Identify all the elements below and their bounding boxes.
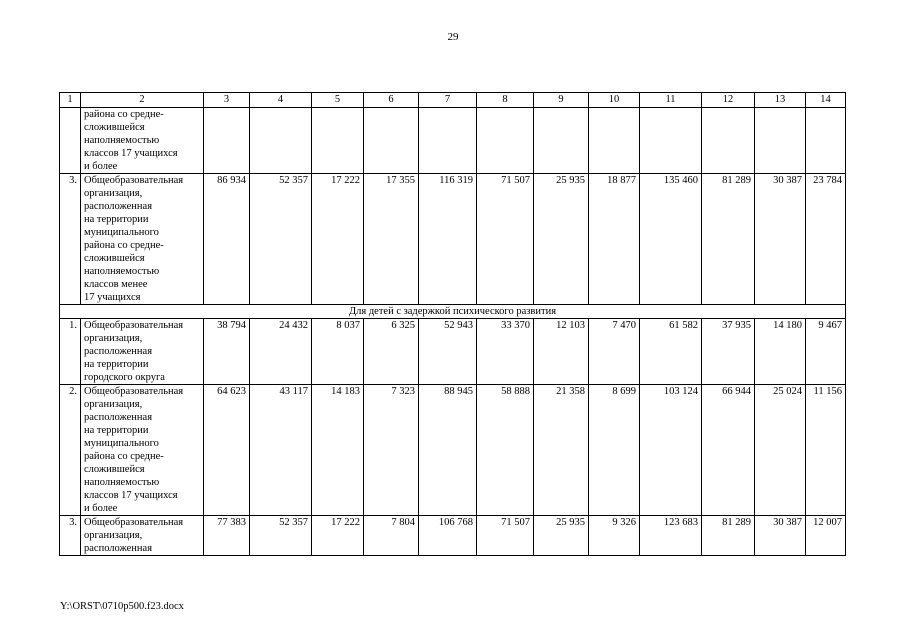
value-cell: 106 768 — [419, 516, 477, 556]
name-line: организация, — [84, 188, 143, 199]
name-line: района со средне- — [84, 451, 164, 462]
section-row — [60, 305, 846, 319]
row-index: 3. — [60, 516, 81, 556]
header-cell: 14 — [806, 93, 846, 108]
value-cell: 52 943 — [419, 319, 477, 385]
organization-name — [81, 319, 204, 385]
value-cell: 103 124 — [640, 385, 702, 516]
table-row — [60, 174, 846, 305]
table-body — [60, 93, 846, 556]
value-cell: 25 935 — [534, 516, 589, 556]
value-cell — [250, 108, 312, 174]
value-cell: 66 944 — [702, 385, 755, 516]
value-cell: 88 945 — [419, 385, 477, 516]
value-cell: 25 935 — [534, 174, 589, 305]
name-line: на территории — [84, 425, 149, 436]
value-cell: 30 387 — [755, 516, 806, 556]
value-cell: 37 935 — [702, 319, 755, 385]
name-line: на территории — [84, 359, 149, 370]
name-line: расположенная — [84, 543, 153, 554]
name-line: сложившейся — [84, 464, 145, 475]
header-cell: 6 — [364, 93, 419, 108]
value-cell: 43 117 — [250, 385, 312, 516]
value-cell: 7 804 — [364, 516, 419, 556]
name-line: классов 17 учащихся — [84, 490, 178, 501]
value-cell: 8 037 — [312, 319, 364, 385]
value-cell: 7 470 — [589, 319, 640, 385]
value-cell: 81 289 — [702, 174, 755, 305]
value-cell: 58 888 — [477, 385, 534, 516]
value-cell: 23 784 — [806, 174, 846, 305]
header-cell: 5 — [312, 93, 364, 108]
name-line: сложившейся — [84, 253, 145, 264]
value-cell — [312, 108, 364, 174]
value-cell: 12 007 — [806, 516, 846, 556]
header-cell: 7 — [419, 93, 477, 108]
name-line: района со средне- — [84, 240, 164, 251]
header-cell: 9 — [534, 93, 589, 108]
name-line: района со средне- — [84, 109, 164, 120]
value-cell: 9 326 — [589, 516, 640, 556]
value-cell: 17 222 — [312, 516, 364, 556]
value-cell: 12 103 — [534, 319, 589, 385]
value-cell: 52 357 — [250, 516, 312, 556]
table-row — [60, 516, 846, 556]
value-cell — [702, 108, 755, 174]
value-cell: 52 357 — [250, 174, 312, 305]
value-cell: 25 024 — [755, 385, 806, 516]
header-cell: 1 — [60, 93, 81, 108]
value-cell: 8 699 — [589, 385, 640, 516]
value-cell: 17 222 — [312, 174, 364, 305]
value-cell — [640, 108, 702, 174]
value-cell: 81 289 — [702, 516, 755, 556]
value-cell: 14 180 — [755, 319, 806, 385]
section-title: Для детей с задержкой психического развития — [60, 305, 846, 319]
value-cell: 33 370 — [477, 319, 534, 385]
row-index: 3. — [60, 174, 81, 305]
name-line: Общеобразовательная — [84, 175, 184, 186]
header-cell: 13 — [755, 93, 806, 108]
value-cell: 135 460 — [640, 174, 702, 305]
table-row — [60, 385, 846, 516]
header-cell: 11 — [640, 93, 702, 108]
value-cell: 18 877 — [589, 174, 640, 305]
name-line: расположенная — [84, 346, 153, 357]
value-cell: 116 319 — [419, 174, 477, 305]
value-cell: 38 794 — [204, 319, 250, 385]
value-cell: 9 467 — [806, 319, 846, 385]
organization-name — [81, 174, 204, 305]
header-cell: 8 — [477, 93, 534, 108]
value-cell: 77 383 — [204, 516, 250, 556]
name-line: муниципального — [84, 438, 159, 449]
footer-file-path: Y:\ORST\0710p500.f23.docx — [60, 601, 184, 612]
value-cell — [755, 108, 806, 174]
value-cell — [477, 108, 534, 174]
name-line: Общеобразовательная — [84, 320, 184, 331]
value-cell: 11 156 — [806, 385, 846, 516]
name-line: 17 учащихся — [84, 292, 141, 303]
name-line: организация, — [84, 399, 143, 410]
name-line: и более — [84, 503, 118, 514]
name-line: Общеобразовательная — [84, 517, 184, 528]
name-line: расположенная — [84, 412, 153, 423]
name-line: муниципального — [84, 227, 159, 238]
value-cell: 71 507 — [477, 174, 534, 305]
value-cell: 21 358 — [534, 385, 589, 516]
name-line: наполняемостью — [84, 266, 160, 277]
value-cell — [589, 108, 640, 174]
header-cell: 10 — [589, 93, 640, 108]
value-cell: 6 325 — [364, 319, 419, 385]
name-line: классов менее — [84, 279, 148, 290]
value-cell — [364, 108, 419, 174]
table-row — [60, 319, 846, 385]
name-line: классов 17 учащихся — [84, 148, 178, 159]
name-line: организация, — [84, 333, 143, 344]
name-line: сложившейся — [84, 122, 145, 133]
value-cell — [534, 108, 589, 174]
value-cell: 30 387 — [755, 174, 806, 305]
value-cell: 86 934 — [204, 174, 250, 305]
name-line: расположенная — [84, 201, 153, 212]
value-cell: 64 623 — [204, 385, 250, 516]
header-row — [60, 93, 846, 108]
name-line: организация, — [84, 530, 143, 541]
page-number: 29 — [447, 31, 459, 43]
value-cell: 123 683 — [640, 516, 702, 556]
header-cell: 2 — [81, 93, 204, 108]
value-cell: 7 323 — [364, 385, 419, 516]
table-row — [60, 108, 846, 174]
value-cell: 17 355 — [364, 174, 419, 305]
data-table — [59, 92, 846, 556]
value-cell — [204, 108, 250, 174]
organization-name — [81, 108, 204, 174]
organization-name — [81, 516, 204, 556]
name-line: наполняемостью — [84, 477, 160, 488]
name-line: Общеобразовательная — [84, 386, 184, 397]
value-cell — [806, 108, 846, 174]
name-line: на территории — [84, 214, 149, 225]
value-cell: 24 432 — [250, 319, 312, 385]
name-line: и более — [84, 161, 118, 172]
header-cell: 12 — [702, 93, 755, 108]
value-cell: 61 582 — [640, 319, 702, 385]
value-cell: 14 183 — [312, 385, 364, 516]
name-line: наполняемостью — [84, 135, 160, 146]
row-index — [60, 108, 81, 174]
name-line: городского округа — [84, 372, 165, 383]
value-cell — [419, 108, 477, 174]
value-cell: 71 507 — [477, 516, 534, 556]
row-index: 1. — [60, 319, 81, 385]
header-cell: 4 — [250, 93, 312, 108]
organization-name — [81, 385, 204, 516]
header-cell: 3 — [204, 93, 250, 108]
row-index: 2. — [60, 385, 81, 516]
